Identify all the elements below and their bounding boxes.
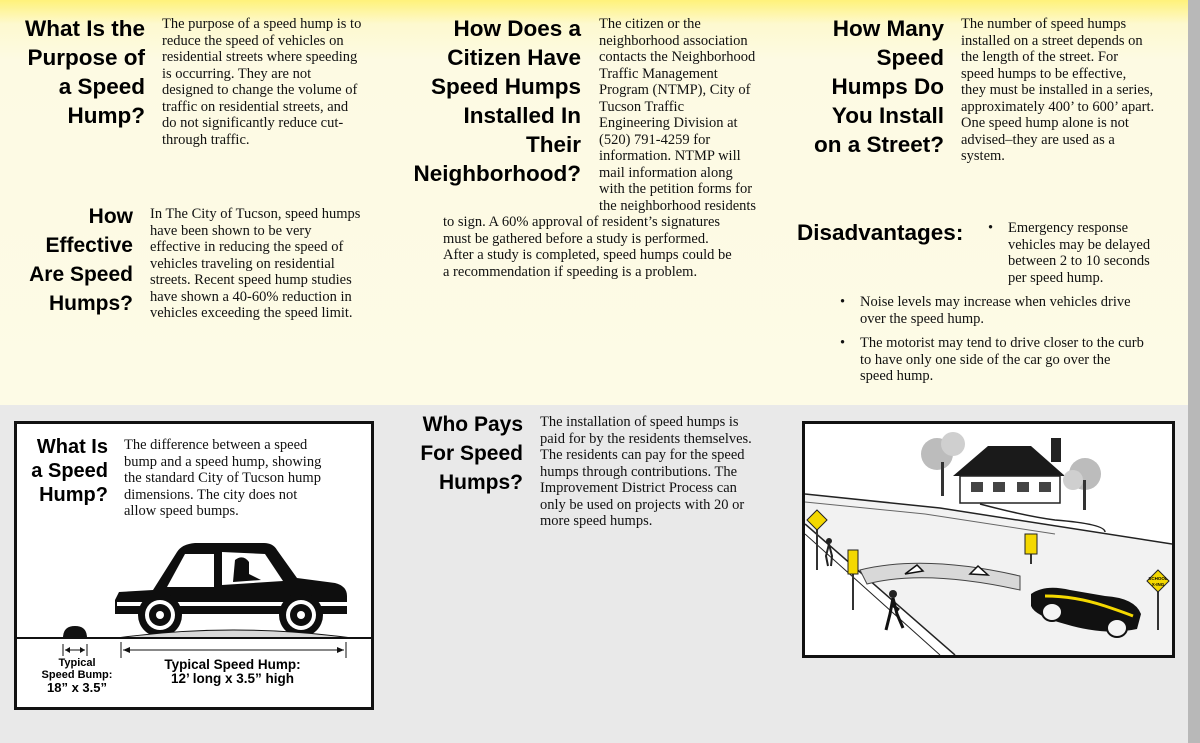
citizen-heading: How Does a Citizen Have Speed Humps Installed In Their Neighborhood?: [413, 16, 581, 186]
who-pays-heading: Who Pays For Speed Humps?: [420, 413, 523, 494]
car-icon: [115, 543, 347, 637]
right-scrollbar-edge: [1188, 0, 1200, 743]
school-sign-text: SCHOOL: [1148, 576, 1168, 581]
what-is-heading: What Is a Speed Hump?: [31, 436, 108, 506]
disadvantages-heading: Disadvantages:: [797, 220, 964, 245]
speed-bump-shape: [63, 626, 87, 638]
how-many-heading: How Many Speed Humps Do You Install on a Street?: [813, 16, 944, 157]
disadvantages-list: [840, 294, 1185, 385]
purpose-text: The purpose of a speed hump is to reduce the speed of vehicles on residential streets where speeding is occurring. They are not designed to change the volume of traffic on residential streets, and do not significantly reduce cut- through traffic.: [162, 16, 362, 148]
effective-text: In The City of Tucson, speed humps have been shown to be very effective in reducing the speed of vehicles traveling on residential streets. Recent speed hump studies have shown a 40-60% reduction in vehicles exceeding the speed limit.: [150, 206, 361, 321]
speed-bump-label: Typical Speed Bump: 18” x 3.5”: [41, 657, 113, 695]
how-many-text: The number of speed humps installed on a street depends on the length of the street. For speed humps to be effective, they must be installed in a series, approximately 400’ to 600’ apart. One speed hump alone is not advised–they are used as a system.: [961, 16, 1155, 164]
effective-heading: How Effective Are Speed Humps?: [29, 205, 133, 315]
street-illustration: [802, 421, 1175, 658]
citizen-text-continued: to sign. A 60% approval of resident’s signatures must be gathered before a study is performed. After a study is completed, speed humps could be a recommendation if speeding is a problem.: [443, 214, 732, 280]
citizen-text: The citizen or the neighborhood association contacts the Neighborhood Traffic Management Program (NTMP), City of Tucson Traffic Engineering Division at (520) 791-4259 for information. NTMP will mail information along with the petition forms for the neighborhood residents: [599, 16, 757, 214]
list-item: • Noise levels may increase when vehicles drive over the speed hump.: [840, 294, 1185, 327]
speed-hump-label: Typical Speed Hump: 12’ long x 3.5” high: [164, 657, 301, 686]
purpose-heading: What Is the Purpose of a Speed Hump?: [24, 16, 145, 128]
school-sign-text-2: X-ING: [1151, 582, 1165, 587]
hump-diagram: [17, 530, 372, 660]
what-is-text: The difference between a speed bump and a speed hump, showing the standard City of Tucson hump dimensions. The city does not allow speed bumps.: [124, 437, 322, 519]
list-item: • The motorist may tend to drive closer to the curb to have only one side of the car go over the speed hump.: [840, 335, 1185, 385]
street-scene: [805, 424, 1172, 655]
who-pays-text: The installation of speed humps is paid for by the residents themselves. The residents can pay for the speed humps through contributions. The Improvement District Process can only be used on projects with 20 or more speed humps.: [540, 414, 752, 529]
list-item: • Emergency response vehicles may be delayed between 2 to 10 seconds per speed hump.: [988, 220, 1183, 286]
disadvantages-list-first: [988, 220, 1183, 286]
house-icon: [953, 438, 1065, 503]
